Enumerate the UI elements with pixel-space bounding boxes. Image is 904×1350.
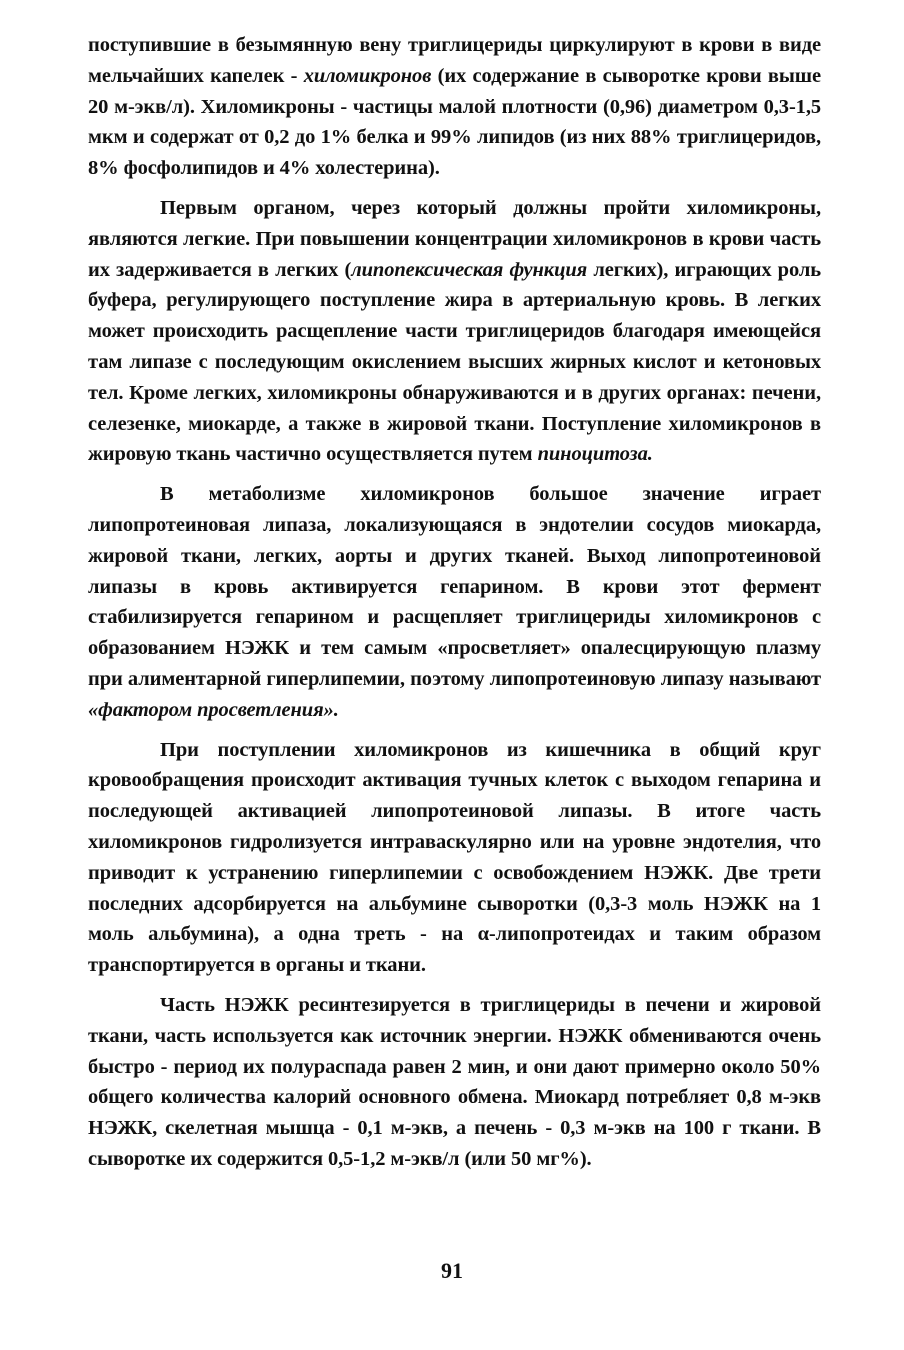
page-body [88,30,821,1175]
paragraph-1-segment-1: поступившие в безымянную вену триглицериды циркулируют в крови в виде мельчайших капелек - [88,34,821,87]
paragraph-1-segment-2: хиломикронов [303,64,432,87]
paragraph-2-segment-1: Первым органом, через который должны пройти хиломикроны, являются легкие. При повышении концентрации хиломикронов в крови часть их задерживается в легких ( [88,196,821,281]
page-number: 91 [441,1258,463,1283]
paragraph-3 [88,479,821,725]
paragraph-2-segment-2: липопексическая функция [351,258,588,281]
paragraph-2 [88,193,821,470]
paragraph-4-segment-1: При поступлении хиломикронов из кишечника в общий круг кровообращения происходит активация тучных клеток с выходом гепарина и последующей активацией липопротеиновой липазы. В итоге часть хиломикронов гидролизуется интраваскулярно или на уровне эндотелия, что приводит к устранению гиперлипемии с освобождением НЭЖК. Две трети последних адсорбируется на альбумине сыворотки (0,3-3 моль НЭЖК на 1 моль альбумина), а одна треть - на α-липопротеидах и таким образом транспортируется в органы и ткани. [88,738,821,977]
paragraph-2-segment-3: легких), играющих роль буфера, регулирующего поступление жира в артериальную кровь. В легких может происходить расщепление части триглицеридов благодаря имеющейся там липазе с последующим окислением высших жирных кислот и кетоновых тел. Кроме легких, хиломикроны обнаруживаются и в других органах: печени, селезенке, миокарде, а также в жировой ткани. Поступление хиломикронов в жировую ткань частично осуществляется путем [88,258,821,466]
paragraph-5 [88,990,821,1175]
paragraph-4 [88,735,821,981]
paragraph-3-segment-2: «фактором просветления». [88,698,339,721]
paragraph-1 [88,30,821,184]
paragraph-1-segment-3: (их содержание в сыворотке крови выше 20 м-экв/л). Хиломикроны - частицы малой плотности (0,96) диаметром 0,3-1,5 мкм и содержат от 0,2 до 1% белка и 99% липидов (из них 88% триглицеридов, 8% фосфолипидов и 4% холестерина). [88,64,821,180]
paragraph-2-segment-4: пиноцитоза. [537,443,653,466]
paragraph-5-segment-1: Часть НЭЖК ресинтезируется в триглицериды в печени и жировой ткани, часть используется как источник энергии. НЭЖК обмениваются очень быстро - период их полураспада равен 2 мин, и они дают примерно около 50% общего количества калорий основного обмена. Миокард потребляет 0,8 м-экв НЭЖК, скелетная мышца - 0,1 м-экв, а печень - 0,3 м-экв на 100 г ткани. В сыворотке их содержится 0,5-1,2 м-экв/л (или 50 мг%). [88,993,821,1170]
paragraph-3-segment-1: В метаболизме хиломикронов большое значение играет липопротеиновая липаза, локализующаяся в эндотелии сосудов миокарда, жировой ткани, легких, аорты и других тканей. Выход липопротеиновой липазы в кровь активируется гепарином. В крови этот фермент стабилизируется гепарином и расщепляет триглицериды хиломикронов с образованием НЭЖК и тем самым «просветляет» опалесцирующую плазму при алиментарной гиперлипемии, поэтому липопротеиновую липазу называют [88,483,821,690]
